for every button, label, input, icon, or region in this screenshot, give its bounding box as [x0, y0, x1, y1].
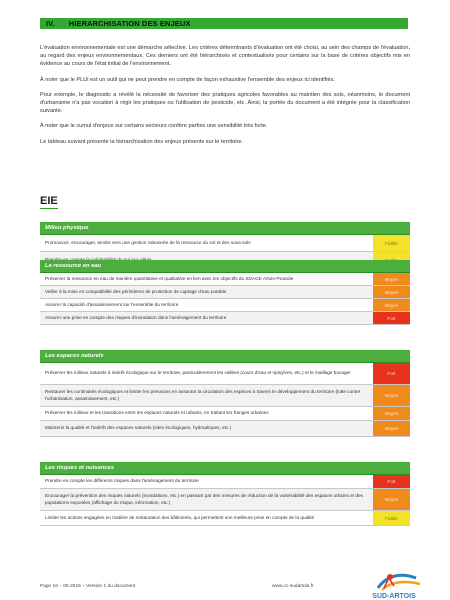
enjeu-text: Restaurer les continuités écologiques et limiter les pressions en assurant la circulation des espèces à travers le développement du territoire (lutte contre l'urbanisation, assainissement, etc.) [45, 389, 361, 401]
level-badge: Moyen [373, 385, 410, 406]
enjeu-text: Promouvoir, encourager, tendre vers une gestion raisonnée de la ressource du sol et des sous-sols [45, 239, 251, 245]
table-row [40, 235, 410, 252]
enjeu-text: Limiter les actions engagées en matière de restauration des bâtiments, qui permettent une meilleure prise en compte de la qualité [45, 514, 315, 520]
table-row [40, 286, 410, 299]
table-row [40, 407, 410, 421]
level-badge: Fort [373, 363, 410, 384]
section-number: IV. [46, 19, 55, 28]
level-badge: Moyen [373, 407, 410, 420]
enjeu-text: Assurer la capacité d'assainissement sur l'ensemble du territoire [45, 301, 179, 307]
intro-paragraph: À noter que le PLUi est un outil qui ne peut prendre en compte de façon exhaustive l'ensemble des enjeux ici identifiés. [40, 76, 335, 83]
footer-page-info: Page 16 – 05-2016 – Version 1 du document [40, 584, 136, 589]
table-row [40, 475, 410, 489]
category-table-risques-nuisances [40, 462, 410, 526]
level-badge: Fort [373, 475, 410, 488]
enjeu-text: Encourager la prévention des risques naturels (inondations, etc.) en passant par des mesures de réduction de la vulnérabilité des espaces urbains et des populations exposées (affichage du risque, information, etc.) [45, 493, 363, 505]
table-row [40, 385, 410, 407]
footer-url: www.cc-sudartois.fr [272, 584, 314, 589]
intro-paragraph: L'évaluation environnementale est une démarche sélective. Les critères déterminants d'évaluation ont été choisi, au sein des champs de l'évaluation, au regard des enjeux environnementaux. Ces derniers ont été hiérarchisés et contextualisés pour certains sur la base de critères objectifs mis en évidence au cours de l'état initial de l'environnement. [40, 45, 410, 68]
intro-text [40, 44, 410, 153]
category-table-ressource-eau [40, 260, 410, 325]
table-row [40, 511, 410, 526]
intro-paragraph: Pour exemple, le diagnostic a révélé la nécessité de favoriser des pratiques agricoles favorables au maintien des sols, néanmoins, le document d'urbanisme n'a pas vocation à régir les pratiques ou l'utilisation de pesticide, etc. Ainsi, la portée du document a été intégrée pour la classification suivante. [40, 91, 410, 115]
level-badge: Moyen [373, 273, 410, 285]
section-title-bar [40, 18, 408, 29]
table-row [40, 421, 410, 437]
enjeu-text: Préserver la ressource en eau de manière quantitative et qualitative en lien avec les objectifs du SDAGE Artois-Picardie [45, 275, 294, 281]
enjeu-text: Veiller à la mise en compatibilité des périmètres de protection de captage d'eau potable [45, 288, 227, 294]
enjeu-text: Assurer une prise en compte des risques d'inondation dans l'aménagement du territoire [45, 314, 227, 320]
level-badge: Moyen [373, 286, 410, 298]
category-header [40, 462, 410, 475]
table-row [40, 312, 410, 325]
table-row [40, 273, 410, 286]
level-badge: Moyen [373, 489, 410, 510]
level-badge: Moyen [373, 299, 410, 311]
logo-text: SUD-ARTOIS [372, 593, 416, 600]
intro-paragraph: Le tableau suivant présente la hiérarchisation des enjeux présents sur le territoire. [40, 138, 244, 145]
sud-artois-logo [360, 568, 430, 600]
category-header [40, 260, 410, 273]
category-header [40, 222, 410, 235]
category-title: La ressource en eau [45, 263, 102, 269]
table-row [40, 363, 410, 385]
category-header [40, 350, 410, 363]
category-title: Les espaces naturels [45, 353, 104, 359]
enjeu-text: Préserver les milieux et les transitions entre les espaces naturels et urbains, en traitant les franges urbaines [45, 410, 269, 416]
enjeu-text: Prendre en compte les différents risques dans l'aménagement du territoire [45, 478, 199, 484]
level-badge: Fort [373, 312, 410, 324]
table-row [40, 299, 410, 312]
category-table-espaces-naturels [40, 350, 410, 437]
enjeu-text: Préserver les milieux naturels à intérêt écologique sur le territoire, particulièrement les vallées (cours d'eau et ripisylves, etc.) et le maillage bocager [45, 370, 351, 376]
category-title: Milieu physique [45, 225, 89, 231]
section-title: HIERARCHISATION DES ENJEUX [68, 19, 191, 28]
level-badge: Moyen [373, 421, 410, 436]
level-badge: Faible [373, 511, 410, 525]
enjeu-text: Maintenir la qualité et l'intérêt des espaces naturels (sites écologiques, hydrauliques, etc.) [45, 425, 232, 431]
category-title: Les risques et nuisances [45, 465, 114, 471]
table-row [40, 489, 410, 511]
eie-heading: EIE [40, 195, 58, 207]
level-badge: Faible [373, 235, 410, 251]
intro-paragraph: À noter que le cumul d'enjeux sur certains secteurs confère parfois une sensibilité très forte. [40, 123, 268, 130]
page-footer [40, 584, 340, 589]
